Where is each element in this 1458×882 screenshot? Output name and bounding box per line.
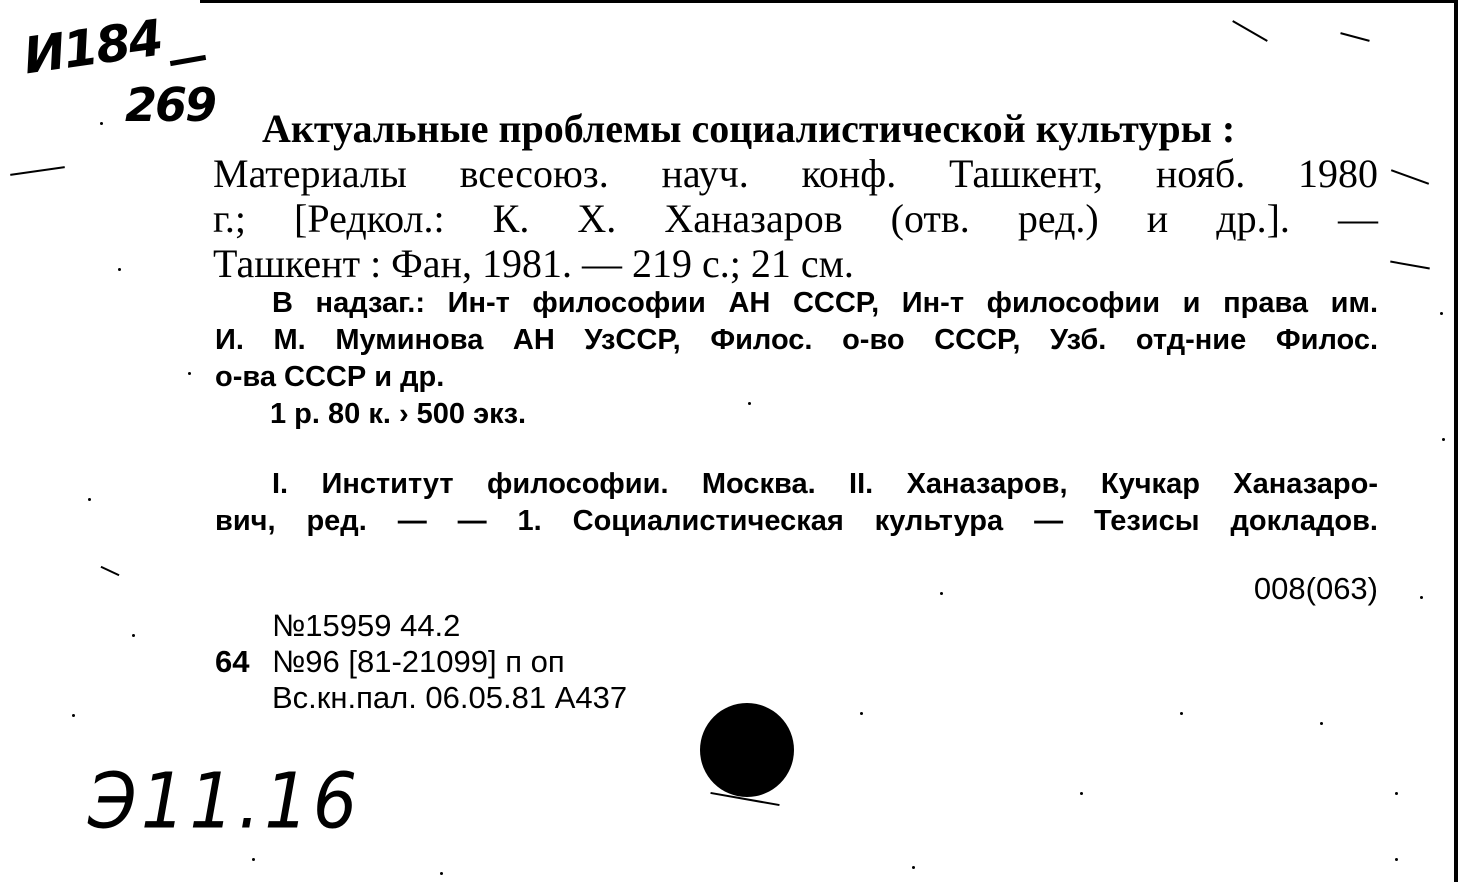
tracing-line-2: вич, ред. — — 1. Социалистическая культура — Тезисы докладов. xyxy=(215,505,1378,537)
scan-speck xyxy=(100,122,103,125)
title-line-1: Актуальные проблемы социалистической культуры : xyxy=(262,106,1236,151)
handwritten-shelf-code: И184 xyxy=(20,8,165,86)
card-right-edge xyxy=(1454,0,1458,882)
note-line-1: В надзаг.: Ин-т философии АН СССР, Ин-т философии и права им. xyxy=(272,287,1378,319)
card-top-edge xyxy=(200,0,1458,3)
scan-mark xyxy=(1390,261,1430,270)
imprint-line-2: №96 [81-21099] п оп xyxy=(272,644,565,679)
scan-speck xyxy=(188,372,191,375)
classification-code: 008(063) xyxy=(1253,571,1378,606)
imprint-line-3: Вс.кн.пал. 06.05.81 А437 xyxy=(272,680,628,715)
title-line-2: Материалы всесоюз. науч. конф. Ташкент, нояб. 1980 xyxy=(213,151,1378,196)
scan-speck xyxy=(1395,858,1398,861)
scan-speck xyxy=(88,498,91,501)
card-punch-hole xyxy=(700,703,794,797)
handwritten-class-code: Э11.16 xyxy=(88,755,362,847)
scan-speck xyxy=(1320,722,1323,725)
scan-speck xyxy=(1442,438,1445,441)
scan-speck xyxy=(72,714,75,717)
scan-speck xyxy=(940,592,943,595)
imprint-line-1: №15959 44.2 xyxy=(272,608,461,643)
scan-speck xyxy=(1080,792,1083,795)
scan-mark xyxy=(1232,20,1268,42)
scan-speck xyxy=(252,858,255,861)
imprint-prefix: 64 xyxy=(215,644,250,679)
scan-speck xyxy=(1440,312,1443,315)
title-line-3: г.; [Редкол.: К. Х. Ханазаров (отв. ред.) и др.]. — xyxy=(213,196,1378,241)
scan-speck xyxy=(912,866,915,869)
title-line-4: Ташкент : Фан, 1981. — 219 с.; 21 см. xyxy=(213,241,854,286)
scan-mark xyxy=(1340,32,1369,42)
note-line-3: о-ва СССР и др. xyxy=(215,361,445,393)
price-line: 1 р. 80 к. › 500 экз. xyxy=(270,398,527,430)
scan-speck xyxy=(860,712,863,715)
scan-speck xyxy=(118,268,121,271)
scan-speck xyxy=(1420,596,1423,599)
scan-mark xyxy=(1391,169,1429,185)
scan-mark xyxy=(10,166,65,176)
handwritten-shelf-code-sub: 269 xyxy=(125,78,216,132)
scan-mark xyxy=(101,566,120,576)
scan-speck xyxy=(1180,712,1183,715)
handwritten-dash xyxy=(170,55,206,66)
note-line-2: И. М. Муминова АН УзССР, Филос. о-во СССР, Узб. отд-ние Филос. xyxy=(215,324,1378,356)
tracing-line-1: I. Институт философии. Москва. II. Ханазаров, Кучкар Ханазаро- xyxy=(272,468,1378,500)
scan-speck xyxy=(132,634,135,637)
scan-speck xyxy=(748,402,751,405)
scan-speck xyxy=(440,872,443,875)
scan-speck xyxy=(1395,792,1398,795)
